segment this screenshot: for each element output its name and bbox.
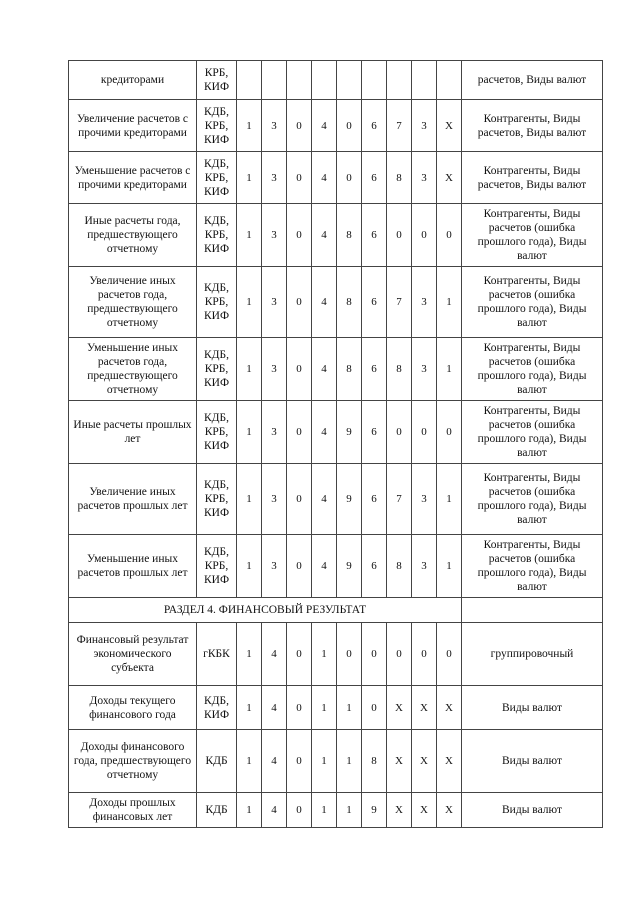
account-code-digit: 6 bbox=[362, 338, 387, 401]
account-code-digit: 4 bbox=[262, 623, 287, 686]
account-code-digit: 7 bbox=[387, 100, 412, 152]
account-code-digit: 6 bbox=[362, 100, 387, 152]
fund-code: КДБ bbox=[197, 730, 237, 793]
account-code-digit: 6 bbox=[362, 204, 387, 267]
table-row bbox=[69, 267, 603, 338]
account-code-digit: 3 bbox=[412, 338, 437, 401]
account-code-digit: 6 bbox=[362, 464, 387, 535]
account-code-digit: 4 bbox=[312, 401, 337, 464]
account-code-digit: 0 bbox=[387, 401, 412, 464]
account-name: Доходы прошлых финансовых лет bbox=[69, 793, 197, 828]
account-plan-table bbox=[68, 60, 603, 828]
account-code-digit: 4 bbox=[312, 204, 337, 267]
fund-code: КДБ, КРБ, КИФ bbox=[197, 204, 237, 267]
account-code-digit bbox=[312, 61, 337, 100]
table-row bbox=[69, 686, 603, 730]
account-code-digit: 0 bbox=[412, 204, 437, 267]
account-code-digit: 1 bbox=[237, 535, 262, 598]
account-code-digit: 3 bbox=[262, 267, 287, 338]
analytics-cell: Виды валют bbox=[462, 730, 603, 793]
account-code-digit: 1 bbox=[237, 793, 262, 828]
account-code-digit: 3 bbox=[262, 464, 287, 535]
account-code-digit: 0 bbox=[337, 623, 362, 686]
fund-code: КДБ, КРБ, КИФ bbox=[197, 338, 237, 401]
account-code-digit: 0 bbox=[287, 204, 312, 267]
account-code-digit: 1 bbox=[312, 793, 337, 828]
account-name: Увеличение иных расчетов прошлых лет bbox=[69, 464, 197, 535]
table-row bbox=[69, 152, 603, 204]
account-code-digit: 1 bbox=[237, 686, 262, 730]
account-code-digit: 0 bbox=[412, 401, 437, 464]
account-code-digit: X bbox=[437, 686, 462, 730]
table-row bbox=[69, 535, 603, 598]
account-code-digit: 4 bbox=[262, 686, 287, 730]
account-code-digit: 9 bbox=[337, 535, 362, 598]
account-code-digit: 3 bbox=[262, 204, 287, 267]
account-code-digit bbox=[387, 61, 412, 100]
account-code-digit: 0 bbox=[287, 401, 312, 464]
account-code-digit: 3 bbox=[412, 535, 437, 598]
account-code-digit: 8 bbox=[387, 338, 412, 401]
account-code-digit: 1 bbox=[237, 401, 262, 464]
account-code-digit: 1 bbox=[337, 686, 362, 730]
table-row bbox=[69, 61, 603, 100]
account-code-digit: 3 bbox=[412, 152, 437, 204]
account-name: Уменьшение расчетов с прочими кредиторами bbox=[69, 152, 197, 204]
account-code-digit: 3 bbox=[262, 535, 287, 598]
account-name: Иные расчеты прошлых лет bbox=[69, 401, 197, 464]
account-code-digit bbox=[262, 61, 287, 100]
account-code-digit: 0 bbox=[362, 686, 387, 730]
analytics-cell: группировочный bbox=[462, 623, 603, 686]
account-code-digit: 0 bbox=[287, 152, 312, 204]
account-code-digit: 4 bbox=[312, 338, 337, 401]
account-code-digit: 1 bbox=[337, 730, 362, 793]
fund-code: КДБ, КИФ bbox=[197, 686, 237, 730]
account-code-digit bbox=[287, 61, 312, 100]
account-code-digit: 3 bbox=[262, 152, 287, 204]
account-code-digit: 0 bbox=[437, 623, 462, 686]
account-code-digit: 1 bbox=[237, 338, 262, 401]
analytics-cell: расчетов, Виды валют bbox=[462, 61, 603, 100]
account-code-digit: 8 bbox=[337, 267, 362, 338]
account-code-digit bbox=[237, 61, 262, 100]
account-code-digit: 0 bbox=[362, 623, 387, 686]
account-code-digit: 7 bbox=[387, 267, 412, 338]
account-code-digit bbox=[437, 61, 462, 100]
account-code-digit: 6 bbox=[362, 152, 387, 204]
section-row bbox=[69, 598, 603, 623]
account-code-digit: 1 bbox=[237, 623, 262, 686]
account-code-digit: 0 bbox=[287, 338, 312, 401]
account-code-digit: 1 bbox=[437, 535, 462, 598]
account-name: Уменьшение иных расчетов года, предшествующего отчетному bbox=[69, 338, 197, 401]
account-code-digit: X bbox=[412, 730, 437, 793]
analytics-cell: Контрагенты, Виды расчетов (ошибка прошлого года), Виды валют bbox=[462, 464, 603, 535]
account-code-digit: 7 bbox=[387, 464, 412, 535]
account-code-digit: 0 bbox=[287, 535, 312, 598]
account-code-digit: 1 bbox=[237, 204, 262, 267]
account-code-digit: 1 bbox=[312, 730, 337, 793]
account-code-digit bbox=[412, 61, 437, 100]
account-code-digit: 6 bbox=[362, 401, 387, 464]
account-code-digit: 0 bbox=[287, 686, 312, 730]
analytics-cell: Контрагенты, Виды расчетов (ошибка прошлого года), Виды валют bbox=[462, 204, 603, 267]
analytics-cell: Виды валют bbox=[462, 686, 603, 730]
account-code-digit: 3 bbox=[262, 401, 287, 464]
section-empty-cell bbox=[462, 598, 603, 623]
account-code-digit: 0 bbox=[287, 623, 312, 686]
account-code-digit: 3 bbox=[412, 100, 437, 152]
account-name: Иные расчеты года, предшествующего отчетному bbox=[69, 204, 197, 267]
account-code-digit: 4 bbox=[312, 152, 337, 204]
analytics-cell: Контрагенты, Виды расчетов (ошибка прошлого года), Виды валют bbox=[462, 338, 603, 401]
account-code-digit: 3 bbox=[412, 267, 437, 338]
account-code-digit: 0 bbox=[287, 730, 312, 793]
account-code-digit: X bbox=[387, 793, 412, 828]
account-name: Уменьшение иных расчетов прошлых лет bbox=[69, 535, 197, 598]
analytics-cell: Контрагенты, Виды расчетов (ошибка прошлого года), Виды валют bbox=[462, 401, 603, 464]
account-code-digit: X bbox=[387, 730, 412, 793]
analytics-cell: Контрагенты, Виды расчетов, Виды валют bbox=[462, 100, 603, 152]
account-code-digit: 9 bbox=[337, 401, 362, 464]
account-code-digit: 3 bbox=[262, 100, 287, 152]
account-code-digit: 8 bbox=[387, 535, 412, 598]
account-code-digit: X bbox=[387, 686, 412, 730]
fund-code: КРБ, КИФ bbox=[197, 61, 237, 100]
account-code-digit: 3 bbox=[262, 338, 287, 401]
account-name: Доходы финансового года, предшествующего отчетному bbox=[69, 730, 197, 793]
account-code-digit: 0 bbox=[387, 204, 412, 267]
account-code-digit: 9 bbox=[337, 464, 362, 535]
account-code-digit: 1 bbox=[237, 267, 262, 338]
table-row bbox=[69, 623, 603, 686]
account-name: Увеличение иных расчетов года, предшествующего отчетному bbox=[69, 267, 197, 338]
fund-code: КДБ, КРБ, КИФ bbox=[197, 100, 237, 152]
account-code-digit: 4 bbox=[312, 464, 337, 535]
account-code-digit: 0 bbox=[437, 401, 462, 464]
account-code-digit: 1 bbox=[437, 267, 462, 338]
fund-code: КДБ, КРБ, КИФ bbox=[197, 464, 237, 535]
account-code-digit: 1 bbox=[237, 100, 262, 152]
analytics-cell: Контрагенты, Виды расчетов, Виды валют bbox=[462, 152, 603, 204]
account-code-digit: 6 bbox=[362, 267, 387, 338]
table-row bbox=[69, 100, 603, 152]
account-code-digit: 8 bbox=[362, 730, 387, 793]
account-code-digit: 0 bbox=[287, 464, 312, 535]
account-code-digit: 1 bbox=[237, 152, 262, 204]
account-code-digit: 4 bbox=[262, 730, 287, 793]
account-name: Доходы текущего финансового года bbox=[69, 686, 197, 730]
table-row bbox=[69, 730, 603, 793]
account-code-digit: 1 bbox=[437, 464, 462, 535]
account-code-digit: 4 bbox=[262, 793, 287, 828]
account-code-digit: 8 bbox=[337, 204, 362, 267]
account-code-digit: 9 bbox=[362, 793, 387, 828]
account-code-digit: X bbox=[437, 730, 462, 793]
account-code-digit: 0 bbox=[337, 152, 362, 204]
account-code-digit: 0 bbox=[287, 793, 312, 828]
account-code-digit: 0 bbox=[387, 623, 412, 686]
table-row bbox=[69, 204, 603, 267]
account-code-digit: 4 bbox=[312, 100, 337, 152]
account-code-digit: 8 bbox=[387, 152, 412, 204]
section-title: РАЗДЕЛ 4. ФИНАНСОВЫЙ РЕЗУЛЬТАТ bbox=[69, 598, 462, 623]
account-code-digit: 1 bbox=[312, 686, 337, 730]
account-code-digit: 0 bbox=[437, 204, 462, 267]
table-row bbox=[69, 464, 603, 535]
account-code-digit: X bbox=[437, 100, 462, 152]
account-name: Финансовый результат экономического субъекта bbox=[69, 623, 197, 686]
analytics-cell: Контрагенты, Виды расчетов (ошибка прошлого года), Виды валют bbox=[462, 267, 603, 338]
account-code-digit: 1 bbox=[237, 464, 262, 535]
account-code-digit: X bbox=[437, 152, 462, 204]
account-code-digit: X bbox=[437, 793, 462, 828]
account-code-digit: 0 bbox=[287, 267, 312, 338]
fund-code: КДБ, КРБ, КИФ bbox=[197, 152, 237, 204]
account-code-digit: 3 bbox=[412, 464, 437, 535]
analytics-cell: Виды валют bbox=[462, 793, 603, 828]
account-code-digit: 1 bbox=[437, 338, 462, 401]
account-name: Увеличение расчетов с прочими кредиторами bbox=[69, 100, 197, 152]
table-row bbox=[69, 793, 603, 828]
table-row bbox=[69, 401, 603, 464]
account-code-digit: 0 bbox=[337, 100, 362, 152]
account-code-digit: 0 bbox=[412, 623, 437, 686]
account-code-digit: 8 bbox=[337, 338, 362, 401]
account-code-digit: 0 bbox=[287, 100, 312, 152]
fund-code: КДБ bbox=[197, 793, 237, 828]
account-code-digit: 4 bbox=[312, 535, 337, 598]
fund-code: гКБК bbox=[197, 623, 237, 686]
account-code-digit: 4 bbox=[312, 267, 337, 338]
account-code-digit: 1 bbox=[237, 730, 262, 793]
account-code-digit: 1 bbox=[312, 623, 337, 686]
analytics-cell: Контрагенты, Виды расчетов (ошибка прошлого года), Виды валют bbox=[462, 535, 603, 598]
fund-code: КДБ, КРБ, КИФ bbox=[197, 267, 237, 338]
account-code-digit: X bbox=[412, 793, 437, 828]
account-code-digit bbox=[362, 61, 387, 100]
table-row bbox=[69, 338, 603, 401]
account-code-digit: X bbox=[412, 686, 437, 730]
account-code-digit: 1 bbox=[337, 793, 362, 828]
account-code-digit: 6 bbox=[362, 535, 387, 598]
fund-code: КДБ, КРБ, КИФ bbox=[197, 401, 237, 464]
fund-code: КДБ, КРБ, КИФ bbox=[197, 535, 237, 598]
account-code-digit bbox=[337, 61, 362, 100]
account-name: кредиторами bbox=[69, 61, 197, 100]
